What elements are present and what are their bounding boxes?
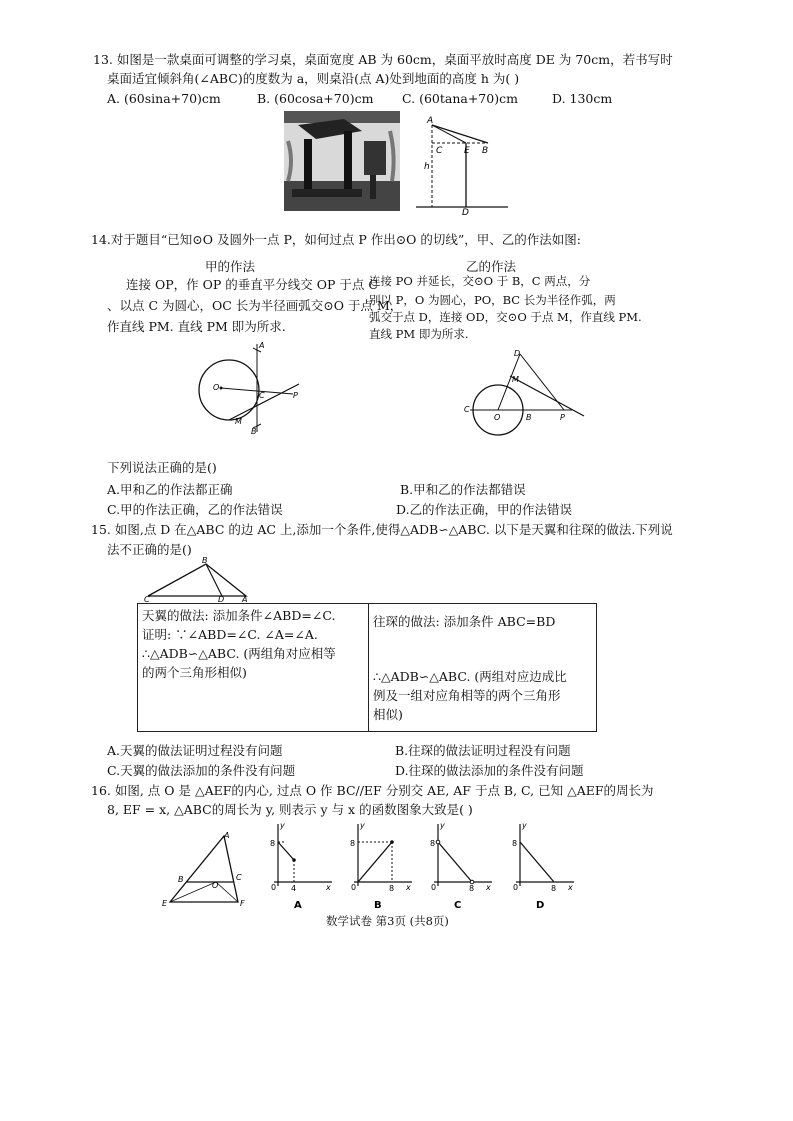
- q15-label-b: B: [202, 556, 208, 565]
- q15-stem-line1: 15. 如图,点 D 在△ABC 的边 AC 上,添加一个条件,使得△ADB∽△ABC. 以下是天翼和往琛的做法.下列说: [91, 522, 673, 537]
- graph-b-x-label: x: [406, 883, 411, 892]
- desk-label-h: h: [424, 162, 430, 172]
- graph-c-x-label: x: [486, 883, 491, 892]
- q14-question: 下列说法正确的是(): [107, 460, 217, 475]
- q15-option-d: D.往琛的做法添加的条件没有问题: [395, 763, 584, 778]
- tianyi-method-cell: [138, 604, 369, 732]
- jia-construction-figure: [195, 338, 315, 436]
- graph-a-x-tick: 4: [291, 884, 297, 893]
- q14-yi-line3: 弧交于点 D，连接 OD，交⊙O 于点 M，作直线 PM.: [369, 310, 642, 324]
- q14-jia-line3: 作直线 PM. 直线 PM 即为所求.: [107, 319, 286, 334]
- desk-diagram: [412, 111, 512, 217]
- q13-option-d: D. 130cm: [552, 91, 613, 106]
- graph-b-letter: B: [374, 900, 382, 911]
- graph-a-x-label: x: [326, 883, 331, 892]
- q14-yi-line2: 别以 P，O 为圆心，PO，BC 长为半径作弧，两: [369, 293, 616, 307]
- graph-option-d: [506, 820, 582, 912]
- q16-label-e: E: [162, 899, 168, 908]
- q15-option-a: A.天翼的做法证明过程没有问题: [107, 743, 283, 758]
- q14-option-a: A.甲和乙的作法都正确: [107, 482, 233, 497]
- q15-option-b: B.往琛的做法证明过程没有问题: [395, 743, 571, 758]
- yi-label-d: D: [514, 349, 521, 358]
- wangchen-line2: ∴△ADB∽△ABC. (两组对应边成比: [373, 669, 567, 684]
- desk-label-c: C: [436, 146, 443, 156]
- graph-b-x-tick: 8: [389, 884, 395, 893]
- graph-c-origin: 0: [431, 883, 437, 892]
- yi-label-b: B: [526, 413, 532, 422]
- q14-yi-line1: 连接 PO 并延长，交⊙O 于 B，C 两点，分: [369, 274, 591, 288]
- graph-option-b: [344, 820, 420, 912]
- q14-option-c: C.甲的作法正确，乙的作法错误: [107, 502, 283, 517]
- jia-label-o: O: [213, 383, 220, 392]
- graph-a-letter: A: [294, 900, 302, 911]
- q15-label-d: D: [218, 595, 225, 602]
- graph-b-y-label: y: [360, 821, 365, 830]
- q14-option-b: B.甲和乙的作法都错误: [400, 482, 526, 497]
- wangchen-method-cell: [369, 604, 597, 732]
- yi-label-o: O: [494, 413, 501, 422]
- desk-photo: [284, 111, 400, 211]
- q16-label-a: A: [224, 831, 230, 840]
- q14-option-d: D.乙的作法正确，甲的作法错误: [396, 502, 573, 517]
- graph-b-origin: 0: [351, 883, 357, 892]
- graph-d-letter: D: [536, 900, 545, 911]
- tianyi-line1: 天翼的做法: 添加条件∠ABD=∠C.: [142, 608, 336, 623]
- q16-stem-line2: 8, EF = x, △ABC的周长为 y, 则表示 y 与 x 的函数图象大致是( ): [107, 802, 473, 817]
- q15-label-a: A: [242, 595, 248, 602]
- graph-a-y-label: y: [280, 821, 285, 830]
- page-footer: 数学试卷 第3页 (共8页): [326, 914, 449, 928]
- graph-option-a: [264, 820, 340, 912]
- graph-b-y-tick: 8: [350, 839, 356, 848]
- q15-comparison-table: [137, 603, 597, 732]
- yi-construction-figure: [460, 346, 590, 438]
- q15-stem-line2: 法不正确的是(): [107, 542, 192, 557]
- yi-label-p: P: [560, 413, 565, 422]
- q16-label-b: B: [178, 875, 184, 884]
- q13-option-c: C. (60tana+70)cm: [402, 91, 518, 106]
- q14-jia-line1: 连接 OP，作 OP 的垂直平分线交 OP 于点 C: [126, 277, 378, 292]
- graph-d-origin: 0: [513, 883, 519, 892]
- q15-triangle-figure: [140, 556, 252, 602]
- jia-label-a: A: [259, 341, 265, 350]
- graph-c-x-tick: 8: [469, 884, 475, 893]
- q13-stem-line2: 桌面适宜倾斜角(∠ABC)的度数为 a，则桌沿(点 A)处到地面的高度 h 为( ): [107, 71, 520, 86]
- graph-c-y-label: y: [440, 821, 445, 830]
- jia-label-m: M: [235, 417, 242, 426]
- graph-d-y-label: y: [522, 821, 527, 830]
- tianyi-line4: 的两个三角形相似): [142, 665, 247, 680]
- jia-label-c: C: [259, 391, 265, 400]
- jia-label-p: P: [293, 391, 298, 400]
- q16-label-o: O: [212, 881, 219, 890]
- tianyi-line3: ∴△ADB∽△ABC. (两组角对应相等: [142, 646, 336, 661]
- yi-label-c: C: [464, 405, 470, 414]
- graph-d-y-tick: 8: [512, 839, 518, 848]
- q15-label-c: C: [144, 595, 150, 602]
- q16-triangle-figure: [158, 826, 252, 908]
- desk-label-d: D: [462, 208, 469, 217]
- jia-label-b: B: [251, 427, 257, 436]
- q16-label-c: C: [236, 873, 242, 882]
- desk-label-e: E: [464, 146, 470, 156]
- graph-c-letter: C: [454, 900, 462, 911]
- q13-option-a: A. (60sina+70)cm: [107, 91, 221, 106]
- q14-stem: 14.对于题目“已知⊙O 及圆外一点 P，如何过点 P 作出⊙O 的切线”，甲、乙的作法如图:: [91, 232, 582, 247]
- graph-a-origin: 0: [271, 883, 277, 892]
- wangchen-line1: 往琛的做法: 添加条件 ABC=BD: [373, 614, 556, 629]
- q13-option-b: B. (60cosa+70)cm: [257, 91, 374, 106]
- q16-stem-line1: 16. 如图, 点 O 是 △AEF的内心, 过点 O 作 BC//EF 分别交 AE, AF 于点 B, C, 已知 △AEF的周长为: [91, 783, 654, 798]
- graph-c-y-tick: 8: [430, 839, 436, 848]
- q14-jia-title: 甲的作法: [205, 259, 256, 274]
- graph-a-y-tick: 8: [270, 839, 276, 848]
- desk-label-b: B: [482, 146, 489, 156]
- q13-stem-line1: 13. 如图是一款桌面可调整的学习桌，桌面宽度 AB 为 60cm，桌面平放时高度 DE 为 70cm，若书写时: [93, 52, 673, 67]
- desk-label-a: A: [427, 116, 434, 126]
- q16-label-f: F: [240, 899, 245, 908]
- graph-d-x-tick: 8: [551, 884, 557, 893]
- tianyi-line2: 证明: ∵∠ABD=∠C. ∠A=∠A.: [142, 627, 318, 642]
- q15-option-c: C.天翼的做法添加的条件没有问题: [107, 763, 296, 778]
- yi-label-m: M: [512, 375, 519, 384]
- wangchen-line3: 例及一组对应角相等的两个三角形: [373, 688, 561, 703]
- graph-option-c: [424, 820, 500, 912]
- q14-yi-line4: 直线 PM 即为所求.: [369, 327, 469, 341]
- wangchen-line4: 相似): [373, 707, 403, 722]
- q14-jia-line2: 、以点 C 为圆心，OC 长为半径画弧交⊙O 于点 M，: [107, 298, 403, 313]
- graph-d-x-label: x: [568, 883, 573, 892]
- q14-yi-title: 乙的作法: [466, 259, 517, 274]
